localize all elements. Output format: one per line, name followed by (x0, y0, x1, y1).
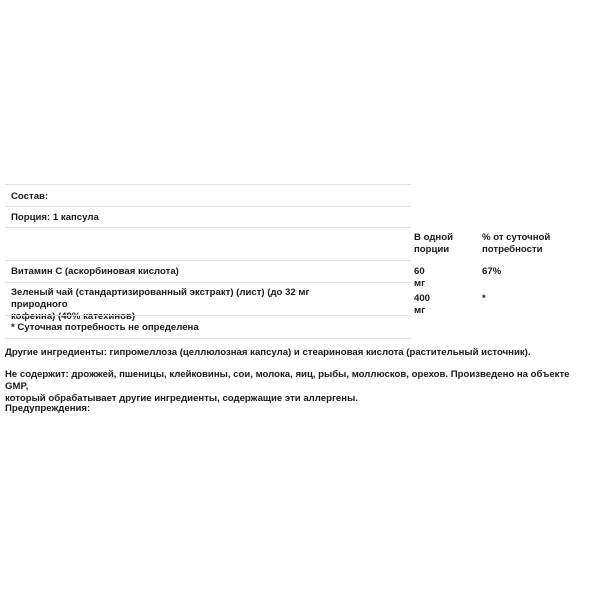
daily-value-footnote: * Суточная потребность не определена (11, 322, 199, 333)
serving-row (5, 206, 411, 227)
composition-title: Состав: (11, 191, 49, 202)
supplement-facts-table (5, 184, 551, 339)
ingredient-amount: 400 мг (414, 293, 431, 316)
ingredient-amount: 60 мг (414, 266, 426, 289)
allergen-statement: Не содержит: дрожжей, пшеницы, клейковины, сои, молока, яиц, рыбы, моллюсков, орехов. Произведено на объекте GMP, который обрабатывает другие ингредиенты, содержащие эти аллергены. (5, 369, 570, 404)
header-daily-value: % от суточной потребности (482, 232, 551, 255)
table-row (5, 282, 486, 322)
table-header-row (5, 227, 551, 260)
warnings-title: Предупреждения: (5, 403, 91, 414)
ingredient-name: Зеленый чай (стандартизированный экстракт) (лист) (до 32 мг природного кофеина) (40% катехинов) (11, 287, 310, 322)
ingredient-daily-value: * (482, 293, 486, 304)
ingredient-daily-value: 67% (482, 266, 502, 277)
footnote-row (5, 315, 411, 339)
ingredient-name: Витамин C (аскорбиновая кислота) (11, 266, 179, 277)
serving-size: Порция: 1 капсула (11, 212, 99, 223)
header-per-portion: В одной порции (414, 232, 453, 255)
table-row (5, 260, 502, 289)
composition-title-row (5, 184, 411, 206)
other-ingredients: Другие ингредиенты: гипромеллоза (целлюлозная капсула) и стеариновая кислота (растительный источник). (5, 347, 531, 358)
